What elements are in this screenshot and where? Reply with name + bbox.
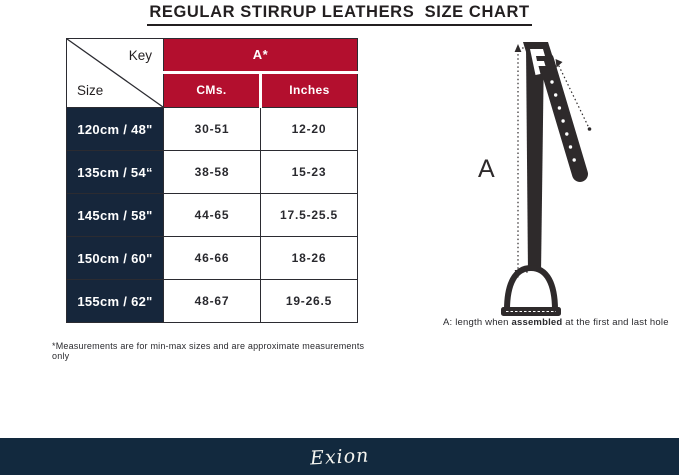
stirrup-leather-diagram [440,36,670,326]
size-table [66,38,358,323]
diagram-caption [443,317,673,328]
caption-bold-word: assembled [511,317,563,328]
footer-bar [0,438,679,475]
cms-value: 38-58 [164,151,261,194]
size-cell: 155cm / 62" [67,280,164,323]
title-container [0,3,679,26]
table-row [67,280,358,323]
inches-value: 18-26 [261,237,358,280]
cms-value: 44-65 [164,194,261,237]
table-row [67,194,358,237]
brand-logo: Exion [309,443,370,470]
size-cell: 150cm / 60" [67,237,164,280]
column-header-inches: Inches [261,72,358,107]
measure-label-a: A [478,155,495,183]
table-header-row-1 [67,39,358,73]
cms-value: 30-51 [164,108,261,151]
corner-size-label: Size [77,83,104,98]
caption-suffix: at the first and last hole [562,317,669,328]
table-row [67,237,358,280]
size-cell: 120cm / 48" [67,108,164,151]
inches-value: 15-23 [261,151,358,194]
corner-key-label: Key [128,48,152,63]
inches-value: 19-26.5 [261,280,358,323]
stirrup-leather-illustration [523,42,580,274]
stirrup-iron-icon [501,268,561,316]
corner-cell [67,39,164,108]
inches-value: 17.5-25.5 [261,194,358,237]
size-cell: 135cm / 54“ [67,151,164,194]
size-cell: 145cm / 58" [67,194,164,237]
inches-value: 12-20 [261,108,358,151]
page-title: REGULAR STIRRUP LEATHERS SIZE CHART [147,3,531,26]
table-row [67,108,358,151]
column-header-cms: CMs. [164,72,261,107]
cms-value: 48-67 [164,280,261,323]
table-row [67,151,358,194]
measurements-footnote: *Measurements are for min-max sizes and are approximate measurements only [52,341,365,361]
cms-value: 46-66 [164,237,261,280]
caption-prefix: A: length when [443,317,512,328]
column-group-header-a: A* [164,39,358,73]
